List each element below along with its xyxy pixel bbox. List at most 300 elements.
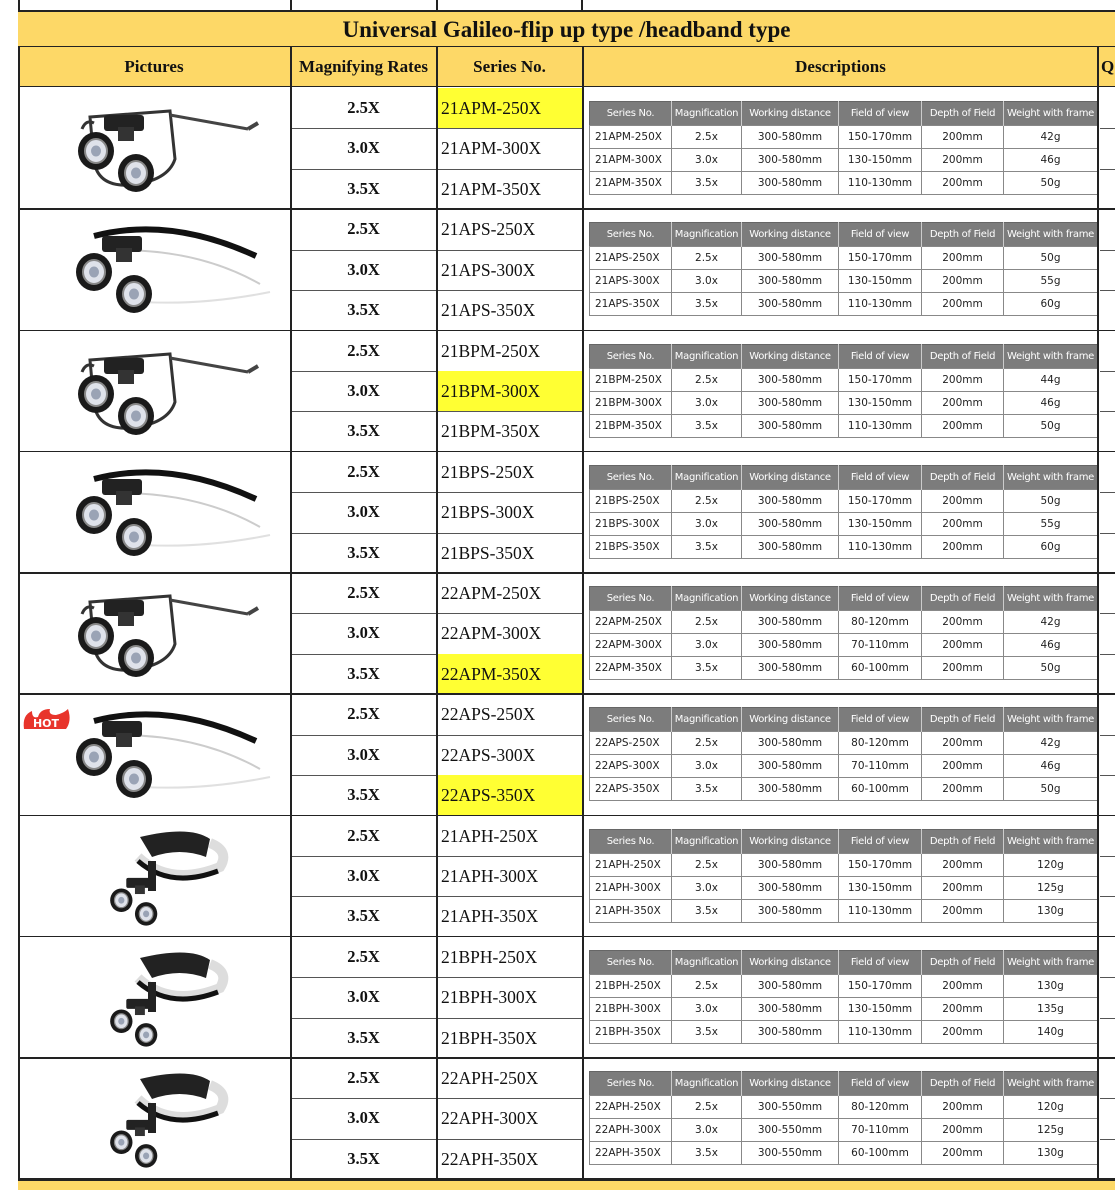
header-series-no: Series No.	[473, 57, 546, 76]
spec-cell: 3.5x	[672, 293, 742, 316]
column-line	[1097, 47, 1099, 1180]
spec-row	[590, 853, 1098, 876]
spec-cell: 21BPS-350X	[590, 535, 672, 558]
spec-header-cell: Weight with frame	[1004, 223, 1098, 247]
spec-header-cell: Magnification	[672, 1072, 742, 1096]
spec-cell: 200mm	[922, 1020, 1004, 1043]
spec-cell: 21APH-250X	[590, 853, 672, 876]
spec-header-cell: Magnification	[672, 465, 742, 489]
series-number-cell: 22APM-300X	[441, 623, 542, 644]
spec-header-cell: Weight with frame	[1004, 344, 1098, 368]
magnifying-rate-cell: 3.0X	[347, 987, 380, 1007]
spec-header-cell: Field of view	[839, 1072, 922, 1096]
spec-cell: 300-580mm	[742, 899, 839, 922]
spec-cell: 21APH-300X	[590, 876, 672, 899]
spec-cell: 2.5x	[672, 247, 742, 270]
spec-cell: 300-580mm	[742, 611, 839, 634]
truncated-row-divider	[1100, 290, 1115, 291]
magnifying-rate-cell: 3.5X	[347, 1148, 380, 1168]
section-title: Universal Galileo-flip up type /headband type	[342, 17, 791, 42]
spec-row	[590, 1096, 1098, 1119]
spec-table	[589, 1071, 1098, 1165]
column-header-row	[18, 47, 1115, 87]
series-number-cell: 22APS-250X	[441, 704, 536, 725]
spec-row	[590, 270, 1098, 293]
spec-cell: 300-580mm	[742, 732, 839, 755]
spec-cell: 150-170mm	[839, 247, 922, 270]
spec-cell: 300-580mm	[742, 368, 839, 391]
spec-cell: 21BPM-350X	[590, 414, 672, 437]
magnifying-rate-cell: 2.5X	[347, 1068, 380, 1087]
spec-cell: 44g	[1004, 368, 1098, 391]
spec-cell: 300-580mm	[742, 535, 839, 558]
spec-cell: 21APS-250X	[590, 247, 672, 270]
truncated-row-divider	[1100, 977, 1115, 978]
spec-cell: 300-580mm	[742, 634, 839, 657]
magnifying-rate-cell: 3.0X	[347, 1108, 380, 1128]
headband-loupe-icon	[20, 938, 288, 1056]
spec-row	[590, 247, 1098, 270]
spec-cell: 300-550mm	[742, 1119, 839, 1142]
spec-cell: 200mm	[922, 997, 1004, 1020]
spec-row	[590, 611, 1098, 634]
spec-header-cell: Magnification	[672, 223, 742, 247]
series-number-cell: 22APH-250X	[441, 1068, 539, 1088]
spec-cell: 2.5x	[672, 853, 742, 876]
truncated-row-divider	[1100, 169, 1115, 170]
magnifying-rate-cell: 3.5X	[347, 1027, 380, 1047]
series-number-cell: 21BPM-250X	[441, 340, 541, 361]
spec-cell: 140g	[1004, 1020, 1098, 1043]
spec-cell: 42g	[1004, 611, 1098, 634]
spec-cell: 200mm	[922, 778, 1004, 801]
magnifying-rate-cell: 3.5X	[347, 542, 380, 562]
magnifying-rate-cell: 3.5X	[347, 421, 380, 441]
spec-header-cell: Series No.	[590, 102, 672, 126]
spec-header-cell: Field of view	[839, 102, 922, 126]
spec-header-cell: Magnification	[672, 102, 742, 126]
spec-cell: 300-580mm	[742, 293, 839, 316]
spec-row	[590, 778, 1098, 801]
spec-cell: 130-150mm	[839, 149, 922, 172]
spec-header-cell: Series No.	[590, 344, 672, 368]
series-number-cell: 21BPH-300X	[441, 987, 538, 1008]
truncated-row-divider	[1100, 896, 1115, 897]
spec-row	[590, 535, 1098, 558]
spec-cell: 300-580mm	[742, 247, 839, 270]
spec-cell: 130g	[1004, 899, 1098, 922]
series-number-cell: 21APS-350X	[441, 300, 536, 321]
spec-header-cell: Series No.	[590, 223, 672, 247]
spec-cell: 150-170mm	[839, 853, 922, 876]
column-line	[582, 47, 584, 1180]
truncated-row-divider	[1100, 1018, 1115, 1019]
spec-cell: 110-130mm	[839, 535, 922, 558]
spec-cell: 125g	[1004, 1119, 1098, 1142]
spec-cell: 200mm	[922, 489, 1004, 512]
sport-frame-loupe-icon	[20, 453, 288, 571]
spec-cell: 50g	[1004, 657, 1098, 680]
spec-cell: 130g	[1004, 974, 1098, 997]
hot-badge-label: HOT	[32, 717, 60, 730]
truncated-row-divider	[1100, 654, 1115, 655]
spec-cell: 110-130mm	[839, 414, 922, 437]
truncated-row-divider	[1100, 735, 1115, 736]
series-number-cell: 21APM-350X	[441, 178, 542, 199]
header-magnifying-rates: Magnifying Rates	[299, 57, 428, 76]
magnifying-rate-cell: 2.5X	[347, 825, 380, 845]
spec-cell: 60g	[1004, 293, 1098, 316]
spec-header-cell: Depth of Field	[922, 465, 1004, 489]
header-pictures: Pictures	[124, 57, 184, 76]
spec-cell: 46g	[1004, 149, 1098, 172]
spec-cell: 200mm	[922, 368, 1004, 391]
series-number-cell: 21BPH-350X	[441, 1027, 538, 1048]
spec-cell: 22APM-300X	[590, 634, 672, 657]
next-section-band	[18, 1180, 1115, 1190]
spec-cell: 3.5x	[672, 657, 742, 680]
magnifying-rate-cell: 3.5X	[347, 178, 380, 198]
spec-table	[589, 586, 1098, 680]
spec-row	[590, 974, 1098, 997]
spec-cell: 3.0x	[672, 755, 742, 778]
spectacle-frame-loupe-icon	[20, 332, 288, 450]
spec-header-cell: Working distance	[742, 950, 839, 974]
spec-row	[590, 126, 1098, 149]
spec-cell: 21BPS-250X	[590, 489, 672, 512]
magnifying-rate-cell: 3.0X	[347, 502, 380, 522]
magnifying-rate-cell: 3.5X	[347, 663, 380, 683]
series-number-cell: 22APS-350X	[437, 775, 582, 815]
spec-header-cell: Weight with frame	[1004, 829, 1098, 853]
spec-cell: 200mm	[922, 634, 1004, 657]
spec-row	[590, 732, 1098, 755]
spec-cell: 60-100mm	[839, 778, 922, 801]
previous-section-edge	[18, 0, 1115, 10]
spec-cell: 200mm	[922, 899, 1004, 922]
magnifying-rate-cell: 3.0X	[347, 865, 380, 885]
spec-cell: 200mm	[922, 853, 1004, 876]
spec-cell: 200mm	[922, 535, 1004, 558]
spec-cell: 21APH-350X	[590, 899, 672, 922]
spec-header-cell: Working distance	[742, 223, 839, 247]
spec-cell: 130g	[1004, 1142, 1098, 1165]
magnifying-rate-cell: 2.5X	[347, 946, 380, 966]
spec-cell: 3.5x	[672, 778, 742, 801]
spec-cell: 70-110mm	[839, 634, 922, 657]
spec-header-cell: Series No.	[590, 587, 672, 611]
series-number-cell: 21APM-300X	[441, 138, 542, 159]
magnifying-rate-cell: 3.0X	[347, 138, 380, 158]
spec-header-cell: Depth of Field	[922, 1072, 1004, 1096]
magnifying-rate-cell: 2.5X	[347, 583, 380, 602]
spec-cell: 300-580mm	[742, 391, 839, 414]
spec-cell: 300-580mm	[742, 755, 839, 778]
series-number-cell: 22APS-300X	[441, 744, 536, 765]
spec-row	[590, 1119, 1098, 1142]
spec-table	[589, 465, 1098, 559]
spec-cell: 110-130mm	[839, 1020, 922, 1043]
series-number-cell: 22APM-250X	[441, 583, 542, 603]
spec-cell: 21APM-250X	[590, 126, 672, 149]
spec-row	[590, 368, 1098, 391]
spec-header-cell: Depth of Field	[922, 223, 1004, 247]
spec-header-cell: Working distance	[742, 344, 839, 368]
spec-header-cell: Depth of Field	[922, 102, 1004, 126]
spec-table	[589, 222, 1098, 316]
spec-row	[590, 391, 1098, 414]
spec-header-cell: Field of view	[839, 829, 922, 853]
spec-cell: 22APH-300X	[590, 1119, 672, 1142]
spec-header-cell: Depth of Field	[922, 950, 1004, 974]
spec-cell: 200mm	[922, 391, 1004, 414]
spec-cell: 22APS-250X	[590, 732, 672, 755]
spec-cell: 50g	[1004, 414, 1098, 437]
truncated-row-divider	[1100, 1139, 1115, 1140]
spec-cell: 2.5x	[672, 611, 742, 634]
truncated-row-divider	[1100, 775, 1115, 776]
spec-header-cell: Weight with frame	[1004, 102, 1098, 126]
column-line	[290, 47, 292, 1180]
spec-cell: 3.5x	[672, 1142, 742, 1165]
spec-row	[590, 489, 1098, 512]
spec-cell: 200mm	[922, 611, 1004, 634]
spec-cell: 110-130mm	[839, 172, 922, 195]
spec-header-cell: Depth of Field	[922, 587, 1004, 611]
spec-cell: 80-120mm	[839, 611, 922, 634]
spec-cell: 21BPH-250X	[590, 974, 672, 997]
spec-cell: 22APS-350X	[590, 778, 672, 801]
spec-cell: 60-100mm	[839, 657, 922, 680]
spec-header-cell: Series No.	[590, 829, 672, 853]
spec-cell: 200mm	[922, 247, 1004, 270]
magnifying-rate-cell: 3.0X	[347, 380, 380, 400]
series-number-cell: 22APH-350X	[441, 1148, 539, 1169]
spec-cell: 3.0x	[672, 391, 742, 414]
truncated-row-divider	[1100, 128, 1115, 129]
series-number-cell: 21BPM-350X	[441, 421, 541, 442]
spec-cell: 3.0x	[672, 149, 742, 172]
spec-cell: 200mm	[922, 1119, 1004, 1142]
series-number-cell: 21BPS-300X	[441, 502, 535, 523]
spec-cell: 110-130mm	[839, 293, 922, 316]
spec-cell: 50g	[1004, 172, 1098, 195]
spec-header-cell: Series No.	[590, 708, 672, 732]
spec-cell: 21BPH-350X	[590, 1020, 672, 1043]
truncated-row-divider	[1100, 492, 1115, 493]
spec-header-cell: Field of view	[839, 950, 922, 974]
spec-cell: 200mm	[922, 876, 1004, 899]
spec-header-cell: Weight with frame	[1004, 1072, 1098, 1096]
spec-header-cell: Working distance	[742, 465, 839, 489]
spec-cell: 3.0x	[672, 512, 742, 535]
spec-header-cell: Magnification	[672, 708, 742, 732]
spec-header-cell: Working distance	[742, 1072, 839, 1096]
spec-row	[590, 293, 1098, 316]
magnifying-rate-cell: 2.5X	[347, 704, 380, 724]
spec-row	[590, 512, 1098, 535]
spec-cell: 300-580mm	[742, 997, 839, 1020]
truncated-row-divider	[1100, 1098, 1115, 1099]
sport-frame-loupe-icon	[20, 210, 288, 328]
truncated-row-divider	[1100, 371, 1115, 372]
spec-header-cell: Weight with frame	[1004, 950, 1098, 974]
spec-cell: 3.0x	[672, 876, 742, 899]
spec-header-cell: Depth of Field	[922, 708, 1004, 732]
truncated-row-divider	[1100, 856, 1115, 857]
headband-loupe-icon	[20, 1059, 288, 1177]
series-number-cell: 22APH-300X	[441, 1108, 539, 1129]
spec-header-cell: Working distance	[742, 587, 839, 611]
spec-row	[590, 876, 1098, 899]
spec-header-cell: Magnification	[672, 587, 742, 611]
spec-header-cell: Working distance	[742, 708, 839, 732]
spec-cell: 21APS-300X	[590, 270, 672, 293]
spec-cell: 42g	[1004, 126, 1098, 149]
spec-cell: 130-150mm	[839, 512, 922, 535]
spec-cell: 300-580mm	[742, 270, 839, 293]
hot-badge-icon	[20, 707, 74, 733]
spec-cell: 60g	[1004, 535, 1098, 558]
spec-cell: 2.5x	[672, 974, 742, 997]
spec-table	[589, 950, 1098, 1044]
spec-cell: 55g	[1004, 270, 1098, 293]
spec-cell: 200mm	[922, 512, 1004, 535]
header-truncated: Q	[1101, 57, 1115, 76]
spec-cell: 22APM-250X	[590, 611, 672, 634]
spec-cell: 300-580mm	[742, 778, 839, 801]
spec-cell: 130-150mm	[839, 997, 922, 1020]
spec-cell: 300-550mm	[742, 1142, 839, 1165]
spec-cell: 150-170mm	[839, 368, 922, 391]
spec-header-cell: Series No.	[590, 950, 672, 974]
spec-cell: 3.5x	[672, 172, 742, 195]
series-number-cell: 22APM-350X	[437, 654, 582, 694]
spec-cell: 22APH-350X	[590, 1142, 672, 1165]
spec-cell: 125g	[1004, 876, 1098, 899]
spec-row	[590, 634, 1098, 657]
magnifying-rate-cell: 3.5X	[347, 300, 380, 320]
spec-cell: 21APS-350X	[590, 293, 672, 316]
spec-cell: 80-120mm	[839, 1096, 922, 1119]
spec-cell: 21BPS-300X	[590, 512, 672, 535]
spec-cell: 70-110mm	[839, 755, 922, 778]
spec-cell: 120g	[1004, 853, 1098, 876]
spec-cell: 300-580mm	[742, 489, 839, 512]
spec-cell: 130-150mm	[839, 391, 922, 414]
spec-cell: 200mm	[922, 974, 1004, 997]
spec-cell: 3.5x	[672, 535, 742, 558]
spec-table	[589, 101, 1098, 195]
spec-header-cell: Field of view	[839, 465, 922, 489]
spec-cell: 3.5x	[672, 899, 742, 922]
spec-cell: 200mm	[922, 755, 1004, 778]
spec-header-cell: Weight with frame	[1004, 465, 1098, 489]
column-line	[436, 47, 438, 1180]
spec-cell: 3.0x	[672, 634, 742, 657]
spec-cell: 50g	[1004, 778, 1098, 801]
spec-row	[590, 755, 1098, 778]
spec-header-cell: Magnification	[672, 344, 742, 368]
spec-cell: 150-170mm	[839, 489, 922, 512]
spec-row	[590, 997, 1098, 1020]
spec-cell: 300-580mm	[742, 974, 839, 997]
spec-cell: 150-170mm	[839, 126, 922, 149]
spec-cell: 135g	[1004, 997, 1098, 1020]
magnifying-rate-cell: 2.5X	[347, 219, 380, 239]
spec-cell: 200mm	[922, 1142, 1004, 1165]
spec-cell: 300-580mm	[742, 126, 839, 149]
spectacle-frame-loupe-icon	[20, 574, 288, 692]
series-number-cell: 21BPS-250X	[441, 461, 535, 482]
spec-cell: 3.0x	[672, 270, 742, 293]
spec-header-cell: Depth of Field	[922, 829, 1004, 853]
truncated-row-divider	[1100, 613, 1115, 614]
spec-cell: 2.5x	[672, 489, 742, 512]
spec-cell: 70-110mm	[839, 1119, 922, 1142]
series-number-cell: 21APH-250X	[441, 825, 539, 846]
spec-cell: 300-580mm	[742, 512, 839, 535]
spec-cell: 50g	[1004, 247, 1098, 270]
magnifying-rate-cell: 3.5X	[347, 785, 380, 805]
series-number-cell: 21APS-250X	[441, 219, 536, 240]
series-number-cell: 21APM-250X	[437, 88, 582, 128]
spec-cell: 42g	[1004, 732, 1098, 755]
spec-cell: 21BPM-250X	[590, 368, 672, 391]
spec-cell: 200mm	[922, 270, 1004, 293]
spec-cell: 3.5x	[672, 1020, 742, 1043]
spec-cell: 46g	[1004, 755, 1098, 778]
spec-cell: 22APS-300X	[590, 755, 672, 778]
spec-header-cell: Field of view	[839, 223, 922, 247]
spec-cell: 200mm	[922, 149, 1004, 172]
spec-row	[590, 172, 1098, 195]
spec-cell: 300-580mm	[742, 414, 839, 437]
spec-cell: 2.5x	[672, 368, 742, 391]
spec-header-cell: Field of view	[839, 708, 922, 732]
spec-cell: 120g	[1004, 1096, 1098, 1119]
spec-header-cell: Weight with frame	[1004, 587, 1098, 611]
spec-header-cell: Magnification	[672, 950, 742, 974]
spec-cell: 22APH-250X	[590, 1096, 672, 1119]
spec-cell: 300-550mm	[742, 1096, 839, 1119]
spec-cell: 21APM-350X	[590, 172, 672, 195]
header-descriptions: Descriptions	[795, 57, 886, 76]
spec-header-cell: Series No.	[590, 465, 672, 489]
spec-cell: 3.0x	[672, 1119, 742, 1142]
magnifying-rate-cell: 3.0X	[347, 259, 380, 279]
spec-row	[590, 149, 1098, 172]
magnifying-rate-cell: 3.0X	[347, 744, 380, 764]
spec-table	[589, 344, 1098, 438]
spec-cell: 200mm	[922, 126, 1004, 149]
spec-cell: 22APM-350X	[590, 657, 672, 680]
series-number-cell: 21APH-350X	[441, 906, 539, 927]
spec-cell: 200mm	[922, 172, 1004, 195]
spec-row	[590, 657, 1098, 680]
spec-header-cell: Working distance	[742, 829, 839, 853]
truncated-row-divider	[1100, 411, 1115, 412]
spec-cell: 110-130mm	[839, 899, 922, 922]
spec-row	[590, 1020, 1098, 1043]
spec-cell: 50g	[1004, 489, 1098, 512]
spec-cell: 200mm	[922, 732, 1004, 755]
spec-header-cell: Series No.	[590, 1072, 672, 1096]
spec-cell: 300-580mm	[742, 149, 839, 172]
spec-cell: 130-150mm	[839, 876, 922, 899]
series-number-cell: 21APH-300X	[441, 865, 539, 886]
spec-header-cell: Working distance	[742, 102, 839, 126]
